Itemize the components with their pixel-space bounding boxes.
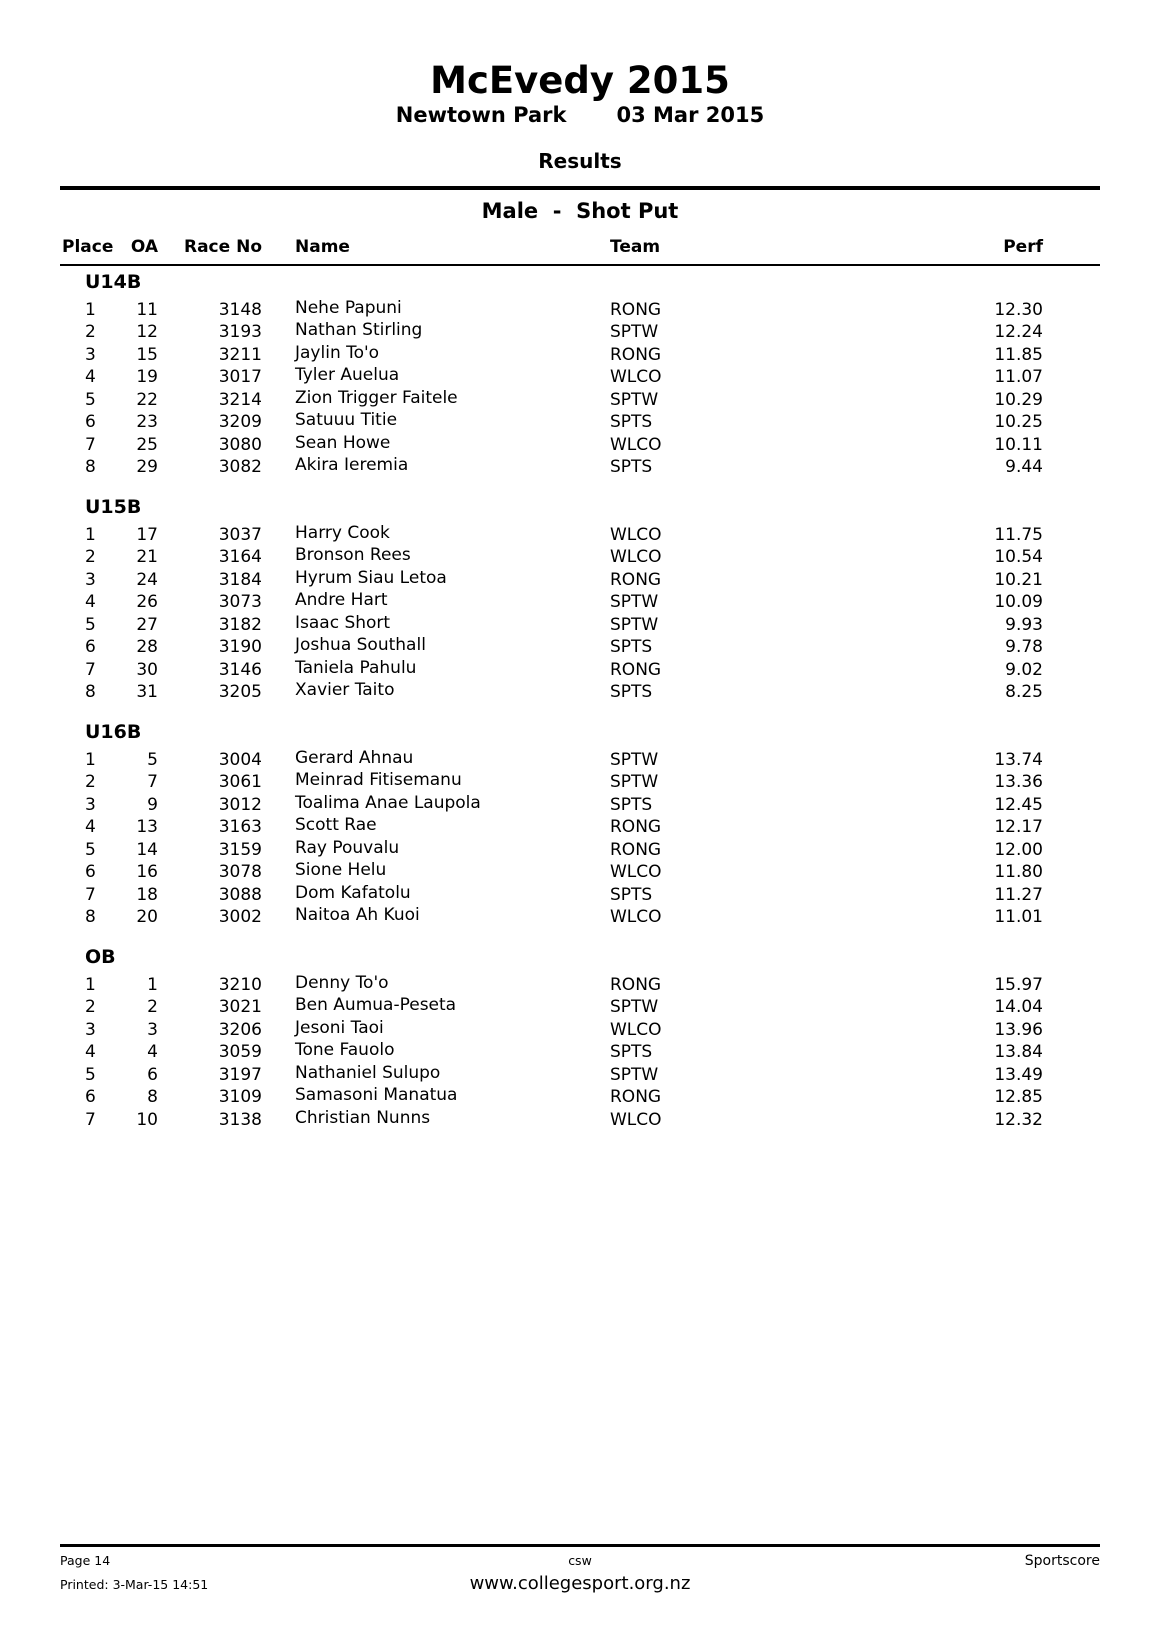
cell-race-no: 3080 (218, 434, 262, 455)
table-header-row (60, 236, 1100, 264)
cell-name: Toalima Anae Laupola (295, 792, 481, 813)
cell-race-no: 3037 (218, 524, 262, 545)
cell-name: Bronson Rees (295, 545, 411, 565)
cell-name: Nathan Stirling (295, 320, 423, 340)
cell-perf: 12.30 (994, 299, 1043, 320)
cell-oa: 9 (147, 794, 158, 815)
cell-perf: 9.02 (1005, 659, 1043, 680)
cell-team: RONG (610, 1087, 662, 1107)
cell-place: 5 (85, 389, 96, 410)
cell-team: SPTW (610, 389, 659, 410)
table-row (60, 659, 1100, 682)
cell-place: 6 (85, 637, 96, 657)
cell-race-no: 3146 (218, 659, 262, 680)
table-row (60, 636, 1100, 659)
cell-oa: 24 (136, 569, 158, 590)
cell-oa: 5 (147, 749, 158, 770)
table-row (60, 344, 1100, 367)
cell-race-no: 3012 (218, 794, 262, 815)
cell-perf: 12.17 (994, 817, 1043, 837)
cell-perf: 11.07 (994, 367, 1043, 387)
cell-name: Ray Pouvalu (295, 837, 400, 858)
cell-team: WLCO (610, 524, 662, 545)
cell-oa: 21 (136, 547, 158, 567)
cell-perf: 12.00 (994, 839, 1043, 860)
cell-name: Meinrad Fitisemanu (295, 770, 462, 790)
column-header-race-no: Race No (184, 237, 262, 257)
cell-name: Hyrum Siau Letoa (295, 567, 447, 588)
cell-name: Naitoa Ah Kuoi (295, 905, 420, 925)
table-row (60, 546, 1100, 569)
cell-race-no: 3206 (218, 1019, 262, 1040)
cell-oa: 27 (136, 614, 158, 635)
cell-race-no: 3159 (218, 839, 262, 860)
cell-perf: 12.32 (994, 1109, 1043, 1130)
column-header-oa: OA (130, 237, 158, 257)
cell-name: Jesoni Taoi (295, 1017, 384, 1038)
cell-perf: 10.54 (994, 547, 1043, 567)
cell-oa: 20 (136, 907, 158, 927)
cell-perf: 10.11 (994, 434, 1043, 455)
table-row (60, 839, 1100, 862)
cell-perf: 13.49 (994, 1064, 1043, 1085)
cell-name: Scott Rae (295, 815, 377, 835)
cell-race-no: 3148 (218, 299, 262, 320)
cell-place: 8 (85, 907, 96, 927)
table-row (60, 1086, 1100, 1109)
column-header-name: Name (295, 237, 350, 257)
cell-team: RONG (610, 974, 662, 995)
cell-place: 3 (85, 1019, 96, 1040)
cell-place: 3 (85, 344, 96, 365)
cell-race-no: 3059 (218, 1042, 262, 1062)
cell-oa: 13 (136, 817, 158, 837)
cell-perf: 10.29 (994, 389, 1043, 410)
cell-oa: 2 (147, 997, 158, 1017)
cell-race-no: 3210 (218, 974, 262, 995)
table-row (60, 1109, 1100, 1132)
table-row (60, 366, 1100, 389)
cell-oa: 26 (136, 592, 158, 612)
cell-name: Samasoni Manatua (295, 1085, 458, 1105)
table-row (60, 1019, 1100, 1042)
section-label: U14B (85, 270, 142, 293)
cell-oa: 25 (136, 434, 158, 455)
cell-oa: 11 (136, 299, 158, 320)
printed-timestamp: Printed: 3-Mar-15 14:51 (60, 1577, 209, 1592)
cell-team: SPTS (610, 794, 653, 815)
table-row (60, 434, 1100, 457)
cell-name: Tone Fauolo (295, 1040, 395, 1060)
cell-place: 8 (85, 682, 96, 702)
page-footer (60, 1544, 1100, 1594)
cell-team: RONG (610, 839, 662, 860)
cell-team: WLCO (610, 434, 662, 455)
column-header-place: Place (62, 237, 114, 257)
cell-place: 1 (85, 299, 96, 320)
table-row (60, 861, 1100, 884)
cell-place: 1 (85, 749, 96, 770)
cell-oa: 19 (136, 367, 158, 387)
cell-race-no: 3002 (218, 907, 262, 927)
table-row (60, 996, 1100, 1019)
cell-perf: 12.85 (994, 1087, 1043, 1107)
cell-oa: 17 (136, 524, 158, 545)
cell-place: 4 (85, 592, 96, 612)
cell-oa: 6 (147, 1064, 158, 1085)
table-row (60, 974, 1100, 997)
cell-team: SPTS (610, 412, 653, 432)
cell-name: Jaylin To'o (295, 342, 380, 363)
cell-race-no: 3138 (218, 1109, 262, 1130)
cell-oa: 31 (136, 682, 158, 702)
cell-oa: 8 (147, 1087, 158, 1107)
cell-perf: 10.09 (994, 592, 1043, 612)
cell-team: WLCO (610, 367, 662, 387)
cell-perf: 11.75 (994, 524, 1043, 545)
cell-oa: 30 (136, 659, 158, 680)
cell-perf: 14.04 (994, 997, 1043, 1017)
cell-team: RONG (610, 344, 662, 365)
cell-perf: 11.85 (994, 344, 1043, 365)
cell-oa: 22 (136, 389, 158, 410)
event-title: Male - Shot Put (481, 199, 679, 223)
cell-race-no: 3164 (218, 547, 262, 567)
venue-label: Newtown Park (395, 103, 567, 127)
page-title: McEvedy 2015 (430, 59, 730, 102)
cell-place: 4 (85, 817, 96, 837)
cell-race-no: 3078 (218, 862, 262, 882)
table-row (60, 816, 1100, 839)
cell-place: 2 (85, 322, 96, 342)
cell-place: 2 (85, 547, 96, 567)
cell-team: RONG (610, 299, 662, 320)
cell-name: Zion Trigger Faitele (295, 387, 458, 408)
cell-race-no: 3182 (218, 614, 262, 635)
cell-name: Harry Cook (295, 522, 390, 543)
cell-race-no: 3214 (218, 389, 262, 410)
cell-team: SPTW (610, 1064, 659, 1085)
cell-team: SPTS (610, 884, 653, 905)
results-table-body (60, 271, 1100, 1132)
cell-team: SPTS (610, 457, 653, 477)
cell-team: SPTW (610, 997, 659, 1017)
cell-oa: 14 (136, 839, 158, 860)
cell-team: WLCO (610, 907, 662, 927)
cell-oa: 7 (147, 772, 158, 792)
cell-name: Taniela Pahulu (295, 657, 417, 678)
cell-oa: 28 (136, 637, 158, 657)
cell-place: 7 (85, 434, 96, 455)
cell-team: WLCO (610, 1019, 662, 1040)
table-row (60, 1041, 1100, 1064)
table-row (60, 411, 1100, 434)
table-row (60, 591, 1100, 614)
cell-perf: 10.25 (994, 412, 1043, 432)
cell-team: SPTW (610, 614, 659, 635)
section-label: U15B (85, 495, 142, 518)
cell-place: 1 (85, 524, 96, 545)
table-row (60, 569, 1100, 592)
cell-team: SPTS (610, 637, 653, 657)
cell-team: SPTS (610, 682, 653, 702)
cell-race-no: 3163 (218, 817, 262, 837)
cell-race-no: 3211 (218, 344, 262, 365)
cell-name: Nathaniel Sulupo (295, 1062, 441, 1083)
cell-oa: 23 (136, 412, 158, 432)
table-row (60, 614, 1100, 637)
table-row (60, 794, 1100, 817)
cell-race-no: 3193 (218, 322, 262, 342)
cell-race-no: 3004 (218, 749, 262, 770)
cell-oa: 3 (147, 1019, 158, 1040)
table-row (60, 321, 1100, 344)
cell-place: 2 (85, 997, 96, 1017)
cell-race-no: 3205 (218, 682, 262, 702)
section-label: OB (85, 945, 116, 968)
cell-oa: 15 (136, 344, 158, 365)
column-header-team: Team (610, 237, 661, 257)
table-row (60, 1064, 1100, 1087)
cell-race-no: 3190 (218, 637, 262, 657)
cell-team: WLCO (610, 547, 662, 567)
section-label: U16B (85, 720, 142, 743)
cell-race-no: 3088 (218, 884, 262, 905)
cell-team: SPTW (610, 772, 659, 792)
cell-oa: 10 (136, 1109, 158, 1130)
cell-oa: 18 (136, 884, 158, 905)
table-row (60, 906, 1100, 929)
website-text: www.collegesport.org.nz (469, 1573, 691, 1594)
cell-perf: 9.78 (1005, 637, 1043, 657)
cell-place: 5 (85, 614, 96, 635)
cell-race-no: 3109 (218, 1087, 262, 1107)
table-row (60, 884, 1100, 907)
cell-race-no: 3061 (218, 772, 262, 792)
cell-perf: 11.80 (994, 862, 1043, 882)
cell-perf: 13.84 (994, 1042, 1043, 1062)
cell-race-no: 3209 (218, 412, 262, 432)
cell-perf: 13.74 (994, 749, 1043, 770)
cell-place: 6 (85, 1087, 96, 1107)
cell-team: SPTW (610, 749, 659, 770)
cell-perf: 13.36 (994, 772, 1043, 792)
cell-name: Sione Helu (295, 860, 387, 880)
cell-race-no: 3197 (218, 1064, 262, 1085)
cell-race-no: 3021 (218, 997, 262, 1017)
cell-team: SPTS (610, 1042, 653, 1062)
cell-name: Joshua Southall (295, 635, 426, 655)
cell-perf: 10.21 (994, 569, 1043, 590)
cell-name: Isaac Short (295, 612, 391, 633)
cell-race-no: 3082 (218, 457, 262, 477)
page-number: Page 14 (60, 1553, 111, 1568)
cell-name: Ben Aumua-Peseta (295, 995, 457, 1015)
cell-team: WLCO (610, 862, 662, 882)
cell-perf: 11.27 (994, 884, 1043, 905)
cell-name: Nehe Papuni (295, 297, 402, 318)
cell-name: Xavier Taito (295, 680, 395, 700)
cell-team: RONG (610, 569, 662, 590)
footer-line-2 (60, 1573, 1100, 1594)
results-heading: Results (538, 149, 622, 173)
cell-place: 4 (85, 1042, 96, 1062)
cell-place: 3 (85, 794, 96, 815)
cell-place: 2 (85, 772, 96, 792)
cell-oa: 16 (136, 862, 158, 882)
table-row (60, 681, 1100, 704)
cell-team: SPTW (610, 322, 659, 342)
cell-name: Satuuu Titie (295, 410, 398, 430)
cell-perf: 11.01 (994, 907, 1043, 927)
cell-race-no: 3073 (218, 592, 262, 612)
cell-team: RONG (610, 659, 662, 680)
table-row (60, 749, 1100, 772)
table-row (60, 771, 1100, 794)
cell-place: 1 (85, 974, 96, 995)
cell-name: Sean Howe (295, 432, 391, 453)
table-header-divider (60, 264, 1100, 266)
operator-code: csw (568, 1553, 592, 1568)
cell-perf: 9.44 (1005, 457, 1043, 477)
cell-name: Dom Kafatolu (295, 882, 411, 903)
table-row (60, 456, 1100, 479)
table-row (60, 299, 1100, 322)
cell-perf: 9.93 (1005, 614, 1043, 635)
cell-name: Denny To'o (295, 972, 389, 993)
cell-race-no: 3184 (218, 569, 262, 590)
cell-perf: 12.24 (994, 322, 1043, 342)
cell-name: Tyler Auelua (295, 365, 400, 385)
cell-team: WLCO (610, 1109, 662, 1130)
cell-oa: 4 (147, 1042, 158, 1062)
footer-line-1 (60, 1553, 1100, 1569)
cell-name: Akira Ieremia (295, 455, 409, 475)
cell-perf: 8.25 (1005, 682, 1043, 702)
cell-oa: 12 (136, 322, 158, 342)
cell-place: 6 (85, 412, 96, 432)
cell-place: 5 (85, 1064, 96, 1085)
cell-place: 6 (85, 862, 96, 882)
cell-place: 3 (85, 569, 96, 590)
date-label: 03 Mar 2015 (616, 103, 765, 127)
cell-name: Andre Hart (295, 590, 388, 610)
header-divider (60, 186, 1100, 190)
cell-place: 8 (85, 457, 96, 477)
cell-place: 4 (85, 367, 96, 387)
column-header-perf: Perf (1003, 237, 1043, 257)
cell-oa: 29 (136, 457, 158, 477)
table-row (60, 389, 1100, 412)
cell-perf: 13.96 (994, 1019, 1043, 1040)
cell-place: 5 (85, 839, 96, 860)
cell-perf: 12.45 (994, 794, 1043, 815)
cell-team: RONG (610, 817, 662, 837)
cell-place: 7 (85, 884, 96, 905)
cell-place: 7 (85, 1109, 96, 1130)
cell-name: Christian Nunns (295, 1107, 431, 1128)
cell-team: SPTW (610, 592, 659, 612)
software-brand: Sportscore (1024, 1553, 1100, 1569)
table-row (60, 524, 1100, 547)
event-subtitle (60, 102, 1100, 128)
cell-oa: 1 (147, 974, 158, 995)
cell-perf: 15.97 (994, 974, 1043, 995)
cell-race-no: 3017 (218, 367, 262, 387)
cell-name: Gerard Ahnau (295, 747, 414, 768)
cell-place: 7 (85, 659, 96, 680)
